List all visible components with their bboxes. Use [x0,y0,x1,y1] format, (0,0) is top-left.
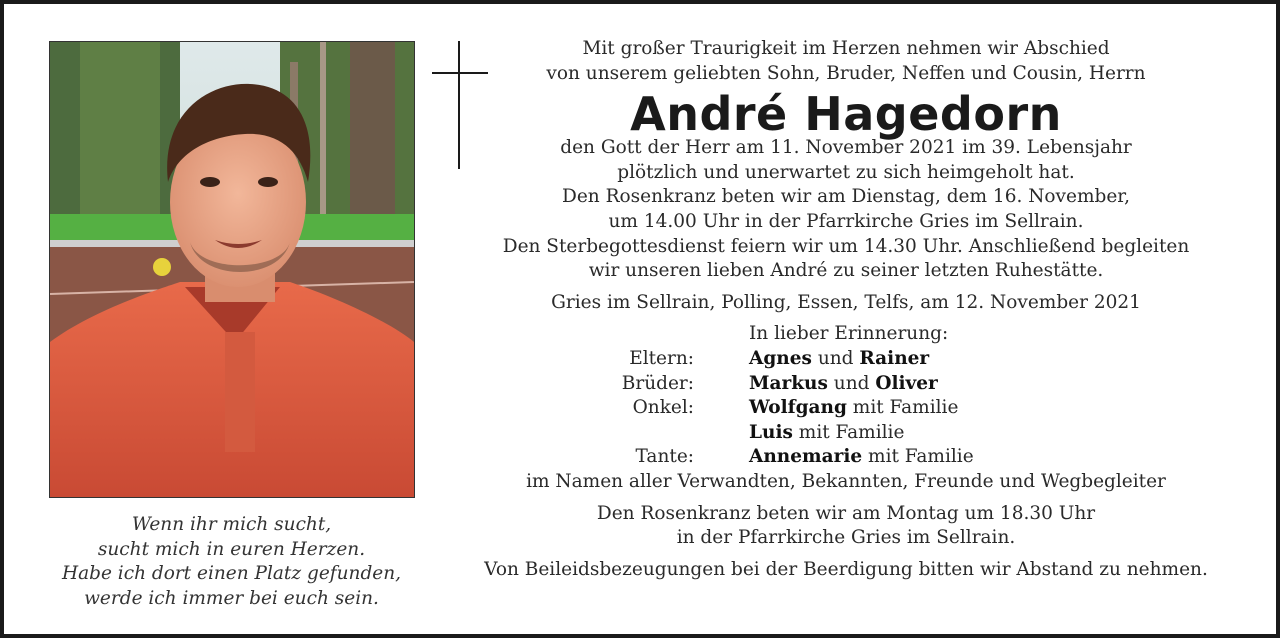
relative-label: Eltern: [629,347,694,369]
memorial-poem [34,513,429,611]
memory-intro: In lieber Erinnerung: [749,323,949,345]
place-date: Gries im Sellrain, Polling, Essen, Telfs, am 12. November 2021 [551,291,1141,313]
body-line: plötzlich und unerwartet zu sich heimgeholt hat. [617,161,1075,183]
intro-line: Mit großer Traurigkeit im Herzen nehmen wir Abschied [582,38,1110,59]
relative-name: Oliver [875,372,938,394]
intro-line: von unserem geliebten Sohn, Bruder, Neffen und Cousin, Herrn [546,62,1146,84]
all-relatives-line: im Namen aller Verwandten, Bekannten, Freunde und Wegbegleiter [526,470,1166,492]
rosary-line: Den Rosenkranz beten wir am Montag um 18.30 Uhr [596,502,1096,524]
condolence-note: Von Beileidsbezeugungen bei der Beerdigung bitten wir Abstand zu nehmen. [484,558,1208,580]
poem-line: Wenn ihr mich sucht, [131,514,332,535]
body-line: den Gott der Herr am 11. November 2021 im 39. Lebensjahr [560,137,1132,159]
body-line: Den Sterbegottesdienst feiern wir um 14.30 Uhr. Anschließend begleiten [502,235,1190,257]
body-line: um 14.00 Uhr in der Pfarrkirche Gries im Sellrain. [608,210,1084,232]
relative-suffix: mit Familie [862,446,974,468]
relative-row [466,396,1226,421]
relative-name: Markus [749,372,828,394]
relative-label: Brüder: [621,372,694,394]
portrait-image [50,42,414,497]
poem-line: werde ich immer bei euch sein. [84,587,379,609]
relative-name: Luis [749,421,793,443]
relative-name: Wolfgang [749,397,847,419]
deceased-name: André Hagedorn [630,87,1062,142]
relative-label: Onkel: [632,397,694,419]
relative-connector: und [811,347,860,369]
rosary-line: in der Pfarrkirche Gries im Sellrain. [676,527,1016,549]
relative-row [466,347,1226,372]
relative-name: Agnes [749,347,812,369]
relative-connector: und [827,372,876,394]
portrait-photo [49,41,415,498]
relatives-list [466,322,1226,470]
poem-line: sucht mich in euren Herzen. [97,538,366,560]
obituary-text [466,37,1226,582]
relative-suffix: mit Familie [792,421,905,443]
poem-line: Habe ich dort einen Platz gefunden, [61,563,402,584]
relative-row [466,445,1226,470]
relative-name: Annemarie [749,446,863,468]
relative-name: Rainer [859,347,930,369]
relative-suffix: mit Familie [846,397,959,419]
relative-row [466,372,1226,397]
body-line: Den Rosenkranz beten wir am Dienstag, dem 16. November, [562,186,1130,208]
body-line: wir unseren lieben André zu seiner letzten Ruhestätte. [588,260,1104,282]
relative-label: Tante: [635,446,694,468]
relative-row [466,421,1226,446]
